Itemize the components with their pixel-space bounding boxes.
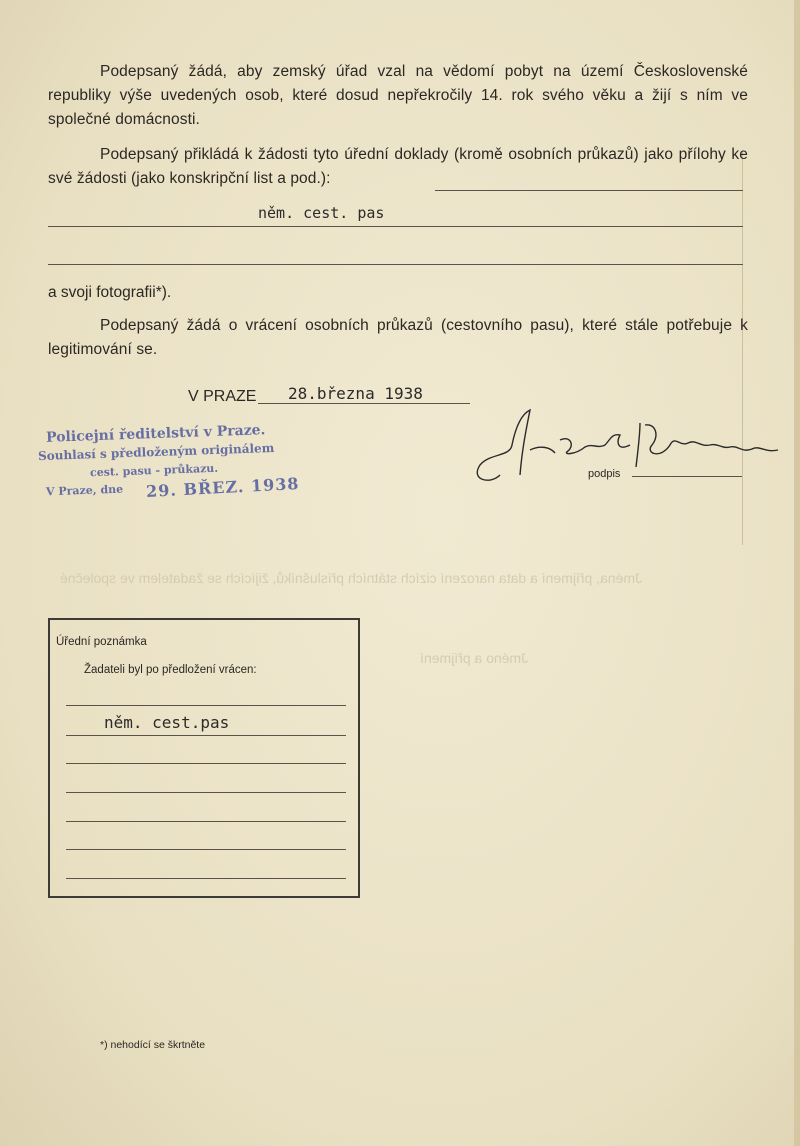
stamp-line: Policejní ředitelství v Praze. — [45, 422, 266, 446]
official-note-value: něm. cest.pas — [104, 713, 230, 732]
fill-line — [66, 763, 346, 764]
stamp-line: Souhlasí s předloženým originálem — [37, 440, 275, 464]
fill-line — [435, 190, 743, 191]
place-label: V PRAZE — [188, 388, 257, 405]
date-line — [258, 403, 470, 404]
stamp-date: 29. BŘEZ. 1938 — [145, 473, 300, 502]
fill-line — [66, 735, 346, 736]
paper-edge — [794, 0, 800, 1146]
signature-line — [632, 476, 742, 477]
footnote: *) nehodící se škrtněte — [100, 1039, 206, 1051]
stamp-line: cest. pasu - průkazu. — [89, 461, 219, 480]
fill-line — [66, 821, 346, 822]
official-note-subtitle: Žadateli byl po předložení vrácen: — [84, 664, 257, 676]
paragraph-text: Podepsaný žádá o vrácení osobních průkazů (cestovního pasu), které stále potřebuje k legitimování se. — [48, 317, 748, 358]
fill-line — [48, 264, 743, 265]
photo-line: a svoji fotografii*). — [48, 284, 172, 301]
bleed-through-text: Jméno a příjmení — [420, 650, 529, 666]
date-value: 28.března 1938 — [288, 384, 423, 403]
signature — [460, 405, 790, 490]
signature-label: podpis — [588, 468, 621, 480]
paragraph-residence-request — [48, 60, 748, 132]
fill-line — [48, 226, 743, 227]
fill-line — [66, 878, 346, 879]
paragraph-return-documents — [48, 314, 748, 362]
fill-line — [66, 792, 346, 793]
attachment-value: něm. cest. pas — [258, 204, 385, 222]
official-note-title: Úřední poznámka — [56, 636, 147, 648]
paragraph-text: Podepsaný přikládá k žádosti tyto úřední doklady (kromě osobních průkazů) jako přílohy ke své žádosti (jako konskripční list a pod.): — [48, 146, 748, 187]
stamp-line: V Praze, dne — [45, 482, 124, 499]
fill-line — [66, 849, 346, 850]
bleed-through-text: Jména, příjmení a data narození cizích státních příslušníků, žijících se žadatelem ve společné — [60, 570, 643, 586]
paragraph-attachments — [48, 143, 748, 191]
fill-line — [66, 705, 346, 706]
official-note-box — [48, 618, 360, 898]
paragraph-text: Podepsaný žádá, aby zemský úřad vzal na vědomí pobyt na území Československé republiky výše uvedených osob, které dosud nepřekročily 14. rok svého věku a žijí s ním ve společné domácnosti. — [48, 63, 748, 128]
